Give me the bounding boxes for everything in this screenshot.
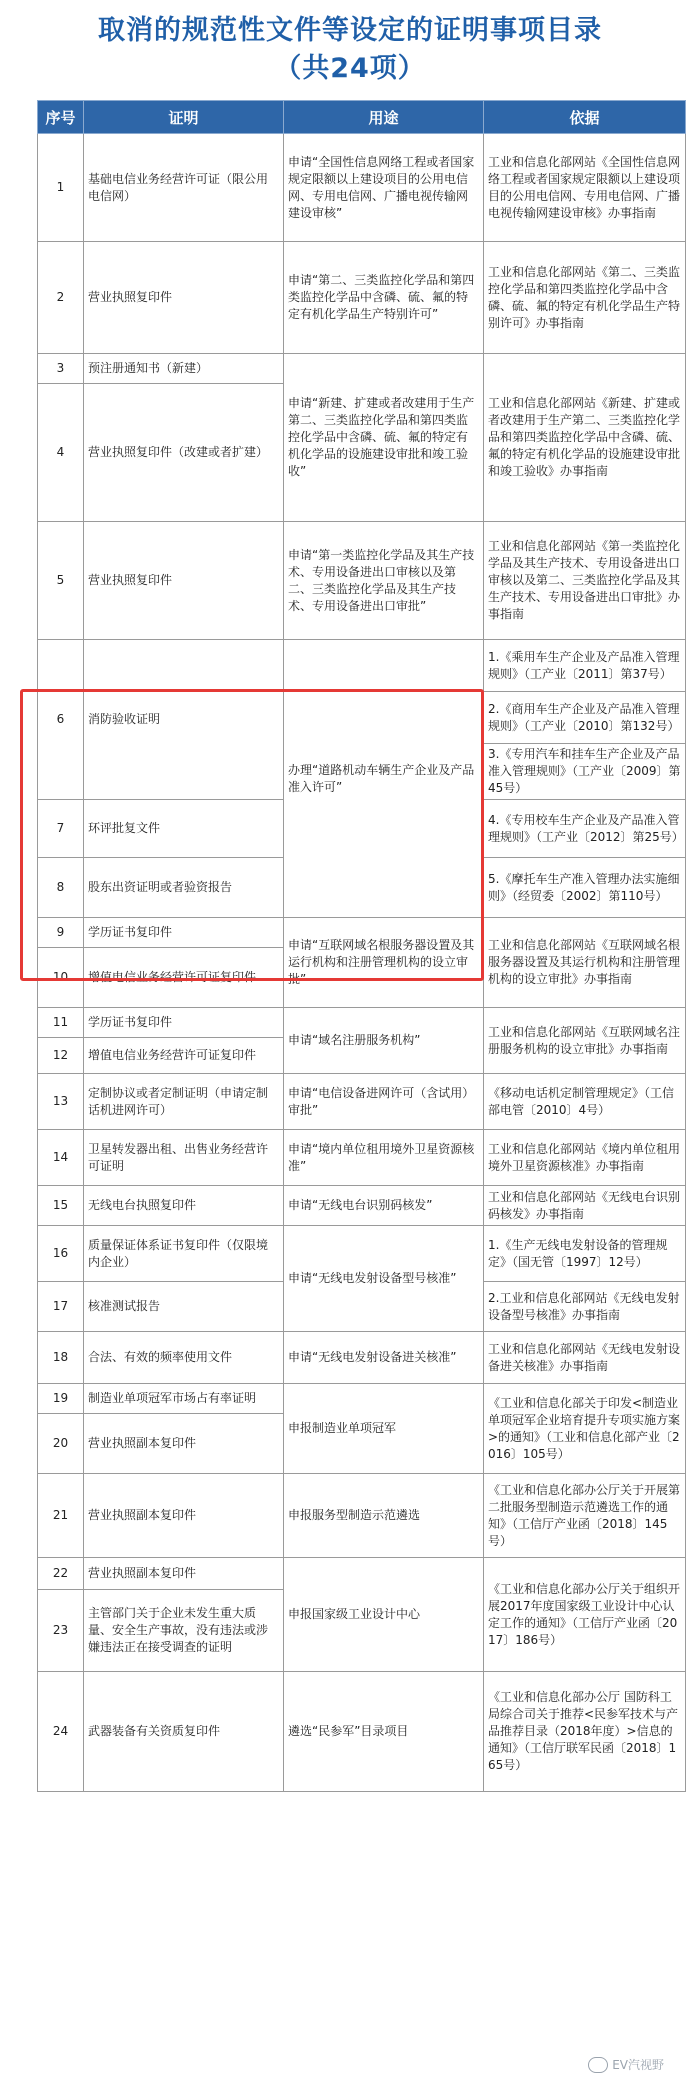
- watermark-text: EV汽视野: [612, 2058, 664, 2072]
- certificate-table-wrapper: [37, 100, 685, 1792]
- row-use: 申报制造业单项冠军: [284, 1384, 484, 1474]
- row-basis: 《移动电话机定制管理规定》（工信部电管〔2010〕4号）: [484, 1074, 686, 1130]
- table-row: [38, 1008, 686, 1038]
- row-basis: 工业和信息化部网站《互联网域名根服务器设置及其运行机构和注册管理机构的设立审批》办事指南: [484, 918, 686, 1008]
- row-basis: 2.《商用车生产企业及产品准入管理规则》（工产业〔2010〕第132号）: [484, 692, 686, 744]
- table-row: [38, 134, 686, 242]
- row-no: 3: [38, 354, 84, 384]
- row-no: 16: [38, 1226, 84, 1282]
- row-basis: 《工业和信息化部关于印发<制造业单项冠军企业培育提升专项实施方案>的通知》（工业和信息化部产业〔2016〕105号）: [484, 1384, 686, 1474]
- row-basis: 工业和信息化部网站《互联网域名注册服务机构的设立审批》办事指南: [484, 1008, 686, 1074]
- row-basis: 工业和信息化部网站《全国性信息网络工程或者国家规定限额以上建设项目的公用电信网、专用电信网、广播电视传输网建设审核》办事指南: [484, 134, 686, 242]
- row-basis: 工业和信息化部网站《第二、三类监控化学品和第四类监控化学品中含磷、硫、氟的特定有机化学品生产特别许可》办事指南: [484, 242, 686, 354]
- row-use: 申请“域名注册服务机构”: [284, 1008, 484, 1074]
- row-no: 23: [38, 1590, 84, 1672]
- row-no: 13: [38, 1074, 84, 1130]
- row-cert: 合法、有效的频率使用文件: [84, 1332, 284, 1384]
- table-row: [38, 1474, 686, 1558]
- row-use: 申报服务型制造示范遴选: [284, 1474, 484, 1558]
- row-no: 5: [38, 522, 84, 640]
- row-no: 9: [38, 918, 84, 948]
- table-row: [38, 522, 686, 640]
- row-no: 11: [38, 1008, 84, 1038]
- row-no: 18: [38, 1332, 84, 1384]
- row-cert: 环评批复文件: [84, 800, 284, 858]
- table-row: [38, 1074, 686, 1130]
- row-basis: 工业和信息化部网站《境内单位租用境外卫星资源核准》办事指南: [484, 1130, 686, 1186]
- row-cert: 质量保证体系证书复印件（仅限境内企业）: [84, 1226, 284, 1282]
- page-subtitle: （共24项）: [274, 53, 426, 84]
- certificate-table: [37, 100, 686, 1792]
- row-cert: 增值电信业务经营许可证复印件: [84, 1038, 284, 1074]
- row-no: 10: [38, 948, 84, 1008]
- row-use: 申请“第二、三类监控化学品和第四类监控化学品中含磷、硫、氟的特定有机化学品生产特别许可”: [284, 242, 484, 354]
- row-cert: 营业执照复印件: [84, 242, 284, 354]
- row-cert: 营业执照副本复印件: [84, 1414, 284, 1474]
- row-cert: 增值电信业务经营许可证复印件: [84, 948, 284, 1008]
- row-cert: 学历证书复印件: [84, 918, 284, 948]
- table-row: [38, 1384, 686, 1414]
- row-no: 8: [38, 858, 84, 918]
- row-no: 20: [38, 1414, 84, 1474]
- row-use: 申请“全国性信息网络工程或者国家规定限额以上建设项目的公用电信网、专用电信网、广播电视传输网建设审核”: [284, 134, 484, 242]
- row-cert: 基础电信业务经营许可证（限公用电信网）: [84, 134, 284, 242]
- row-no: 1: [38, 134, 84, 242]
- row-cert: 核准测试报告: [84, 1282, 284, 1332]
- row-no: 12: [38, 1038, 84, 1074]
- row-cert: 无线电台执照复印件: [84, 1186, 284, 1226]
- header-use: 用途: [284, 101, 484, 134]
- row-use: 申请“无线电发射设备进关核准”: [284, 1332, 484, 1384]
- row-cert: 消防验收证明: [84, 640, 284, 800]
- row-basis: 《工业和信息化部办公厅关于开展第二批服务型制造示范遴选工作的通知》（工信厅产业函〔2018〕145号）: [484, 1474, 686, 1558]
- row-basis: 工业和信息化部网站《第一类监控化学品及其生产技术、专用设备进出口审核以及第二、三类监控化学品及其生产技术、专用设备进出口审批》办事指南: [484, 522, 686, 640]
- row-use: 申请“无线电台识别码核发”: [284, 1186, 484, 1226]
- table-row: [38, 1332, 686, 1384]
- row-basis: 工业和信息化部网站《新建、扩建或者改建用于生产第二、三类监控化学品和第四类监控化学品中含磷、硫、氟的特定有机化学品的设施建设审批和竣工验收》办事指南: [484, 354, 686, 522]
- row-use: 申请“第一类监控化学品及其生产技术、专用设备进出口审核以及第二、三类监控化学品及其生产技术、专用设备进出口审批”: [284, 522, 484, 640]
- row-basis: 《工业和信息化部办公厅 国防科工局综合司关于推荐<民参军技术与产品推荐目录（2018年度）>信息的通知》（工信厅联军民函〔2018〕165号）: [484, 1672, 686, 1792]
- row-basis: 1.《生产无线电发射设备的管理规定》（国无管〔1997〕12号）: [484, 1226, 686, 1282]
- table-row: [38, 354, 686, 384]
- row-no: 21: [38, 1474, 84, 1558]
- row-no: 6: [38, 640, 84, 800]
- row-cert: 营业执照副本复印件: [84, 1474, 284, 1558]
- row-basis: 《工业和信息化部办公厅关于组织开展2017年度国家级工业设计中心认定工作的通知》（工信厅产业函〔2017〕186号）: [484, 1558, 686, 1672]
- row-basis: 4.《专用校车生产企业及产品准入管理规则》（工产业〔2012〕第25号）: [484, 800, 686, 858]
- table-row: [38, 242, 686, 354]
- row-basis: 5.《摩托车生产准入管理办法实施细则》（经贸委〔2002〕第110号）: [484, 858, 686, 918]
- row-no: 24: [38, 1672, 84, 1792]
- row-basis: 2.工业和信息化部网站《无线电发射设备型号核准》办事指南: [484, 1282, 686, 1332]
- row-cert: 学历证书复印件: [84, 1008, 284, 1038]
- row-cert: 营业执照复印件: [84, 522, 284, 640]
- row-use: 申报国家级工业设计中心: [284, 1558, 484, 1672]
- row-basis: 工业和信息化部网站《无线电发射设备进关核准》办事指南: [484, 1332, 686, 1384]
- wechat-icon: [588, 2057, 608, 2073]
- header-cert: 证明: [84, 101, 284, 134]
- row-cert: 预注册通知书（新建）: [84, 354, 284, 384]
- row-cert: 股东出资证明或者验资报告: [84, 858, 284, 918]
- table-row: [38, 918, 686, 948]
- row-cert: 营业执照复印件（改建或者扩建）: [84, 384, 284, 522]
- row-no: 17: [38, 1282, 84, 1332]
- row-use: 申请“电信设备进网许可（含试用）审批”: [284, 1074, 484, 1130]
- row-no: 7: [38, 800, 84, 858]
- row-use: 办理“道路机动车辆生产企业及产品准入许可”: [284, 640, 484, 918]
- row-cert: 定制协议或者定制证明（申请定制话机进网许可）: [84, 1074, 284, 1130]
- page-title: 取消的规范性文件等设定的证明事项目录: [98, 15, 602, 46]
- row-cert: 武器装备有关资质复印件: [84, 1672, 284, 1792]
- row-cert: 制造业单项冠军市场占有率证明: [84, 1384, 284, 1414]
- table-row: [38, 1186, 686, 1226]
- row-use: 遴选“民参军”目录项目: [284, 1672, 484, 1792]
- row-no: 19: [38, 1384, 84, 1414]
- header-no: 序号: [38, 101, 84, 134]
- table-row: [38, 1130, 686, 1186]
- row-cert: 卫星转发器出租、出售业务经营许可证明: [84, 1130, 284, 1186]
- row-cert: 主管部门关于企业未发生重大质量、安全生产事故，没有违法或涉嫌违法正在接受调查的证明: [84, 1590, 284, 1672]
- row-cert: 营业执照副本复印件: [84, 1558, 284, 1590]
- row-basis: 1.《乘用车生产企业及产品准入管理规则》（工产业〔2011〕第37号）: [484, 640, 686, 692]
- row-use: 申请“境内单位租用境外卫星资源核准”: [284, 1130, 484, 1186]
- row-no: 14: [38, 1130, 84, 1186]
- row-use: 申请“新建、扩建或者改建用于生产第二、三类监控化学品和第四类监控化学品中含磷、硫、氟的特定有机化学品的设施建设审批和竣工验收”: [284, 354, 484, 522]
- header-basis: 依据: [484, 101, 686, 134]
- table-row: [38, 1226, 686, 1282]
- table-row: [38, 1558, 686, 1590]
- row-no: 4: [38, 384, 84, 522]
- row-no: 2: [38, 242, 84, 354]
- row-basis: 3.《专用汽车和挂车生产企业及产品准入管理规则》（工产业〔2009〕第45号）: [484, 744, 686, 800]
- row-no: 22: [38, 1558, 84, 1590]
- row-basis: 工业和信息化部网站《无线电台识别码核发》办事指南: [484, 1186, 686, 1226]
- table-row: [38, 640, 686, 692]
- table-row: [38, 1672, 686, 1792]
- table-header-row: [38, 101, 686, 134]
- row-use: 申请“互联网域名根服务器设置及其运行机构和注册管理机构的设立审批”: [284, 918, 484, 1008]
- row-no: 15: [38, 1186, 84, 1226]
- row-use: 申请“无线电发射设备型号核准”: [284, 1226, 484, 1332]
- watermark: [588, 2056, 664, 2073]
